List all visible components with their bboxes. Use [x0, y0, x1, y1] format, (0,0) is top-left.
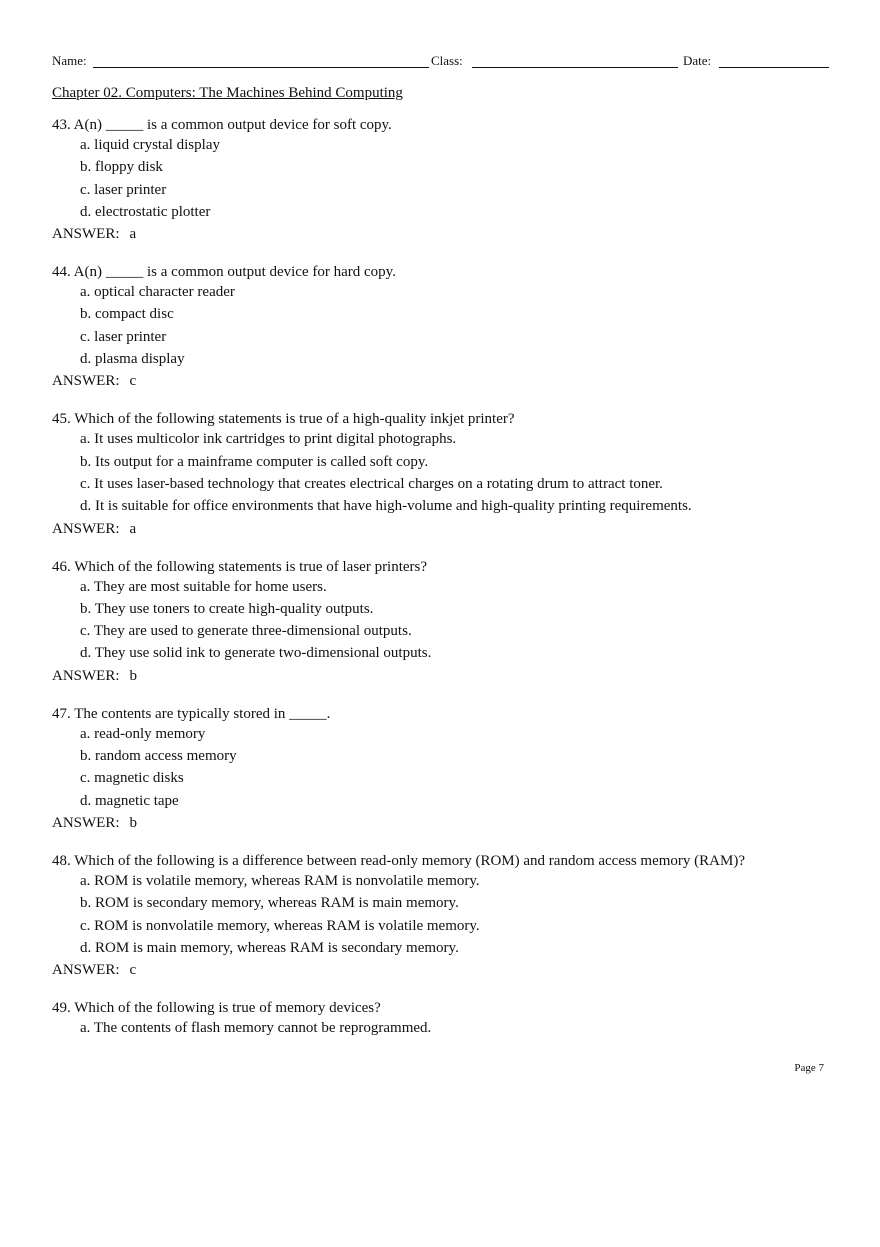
answer-label: ANSWER: [52, 520, 120, 537]
answer-option: c. ROM is nonvolatile memory, whereas RAM is volatile memory. [80, 917, 480, 934]
answer-option: a. The contents of flash memory cannot be reprogrammed. [80, 1020, 432, 1037]
answer-option: a. They are most suitable for home users. [80, 578, 327, 595]
question-list [52, 115, 842, 1056]
name-label: Name: [52, 53, 87, 68]
answer-option: b. compact disc [80, 306, 174, 323]
answer-option: c. magnetic disks [80, 770, 184, 787]
answer-option: b. Its output for a mainframe computer is called soft copy. [80, 453, 429, 470]
answer-label: ANSWER: [52, 373, 120, 390]
answer-option: b. ROM is secondary memory, whereas RAM is main memory. [80, 895, 459, 912]
answer-option: c. It uses laser-based technology that creates electrical charges on a rotating drum to attract toner. [80, 475, 663, 492]
answer-option: b. They use toners to create high-quality outputs. [80, 600, 374, 617]
question-item [52, 262, 842, 393]
answer-option: c. laser printer [80, 181, 167, 198]
answer-value: c [129, 373, 137, 390]
name-blank-line [93, 67, 429, 68]
answer-option: a. read-only memory [80, 725, 206, 742]
answer-option: a. ROM is volatile memory, whereas RAM is nonvolatile memory. [80, 872, 480, 889]
answer-option: d. electrostatic plotter [80, 203, 211, 220]
answer-value: c [129, 962, 137, 979]
answer-option: d. They use solid ink to generate two-dimensional outputs. [80, 645, 432, 662]
question-text: 43. A(n) _____ is a common output device for soft copy. [52, 117, 392, 133]
answer-value: b [129, 667, 137, 684]
question-item [52, 115, 842, 246]
answer-option: d. ROM is main memory, whereas RAM is secondary memory. [80, 939, 459, 956]
question-text: 47. The contents are typically stored in _____. [52, 705, 331, 722]
date-label: Date: [683, 53, 712, 68]
question-item [52, 557, 842, 688]
answer-label: ANSWER: [52, 962, 120, 979]
question-text: 46. Which of the following statements is true of laser printers? [52, 558, 428, 575]
question-item [52, 704, 842, 835]
answer-label: ANSWER: [52, 667, 120, 684]
chapter-title: Chapter 02. Computers: The Machines Behind Computing [52, 85, 403, 101]
answer-option: b. random access memory [80, 748, 237, 765]
answer-option: d. magnetic tape [80, 792, 179, 809]
student-info-header [52, 53, 829, 73]
answer-line [52, 666, 842, 688]
question-item [52, 998, 842, 1040]
answer-option: a. liquid crystal display [80, 137, 220, 153]
class-blank-line [472, 67, 678, 68]
page-number: Page 7 [794, 1062, 824, 1074]
answer-option: b. floppy disk [80, 159, 163, 176]
answer-label: ANSWER: [52, 226, 120, 243]
answer-option: a. It uses multicolor ink cartridges to print digital photographs. [80, 431, 457, 448]
class-label: Class: [431, 53, 463, 68]
answer-line [52, 813, 842, 835]
date-blank-line [719, 67, 829, 68]
answer-value: b [129, 814, 137, 831]
answer-option: c. laser printer [80, 328, 167, 345]
question-item [52, 409, 842, 540]
question-text: 44. A(n) _____ is a common output device for hard copy. [52, 264, 396, 281]
question-item [52, 851, 842, 982]
answer-option: c. They are used to generate three-dimensional outputs. [80, 623, 412, 640]
answer-option: a. optical character reader [80, 284, 235, 301]
answer-option: d. plasma display [80, 351, 185, 368]
answer-line [52, 960, 842, 982]
question-text: 48. Which of the following is a difference between read-only memory (ROM) and random access memory (RAM)? [52, 852, 745, 869]
question-text: 45. Which of the following statements is true of a high-quality inkjet printer? [52, 411, 515, 428]
answer-value: a [129, 520, 137, 537]
answer-label: ANSWER: [52, 814, 120, 831]
answer-line [52, 371, 842, 393]
answer-value: a [129, 226, 137, 243]
question-text: 49. Which of the following is true of memory devices? [52, 1000, 381, 1017]
answer-line [52, 224, 842, 246]
answer-line [52, 519, 842, 541]
answer-option: d. It is suitable for office environments that have high-volume and high-quality printing requirements. [80, 498, 692, 515]
